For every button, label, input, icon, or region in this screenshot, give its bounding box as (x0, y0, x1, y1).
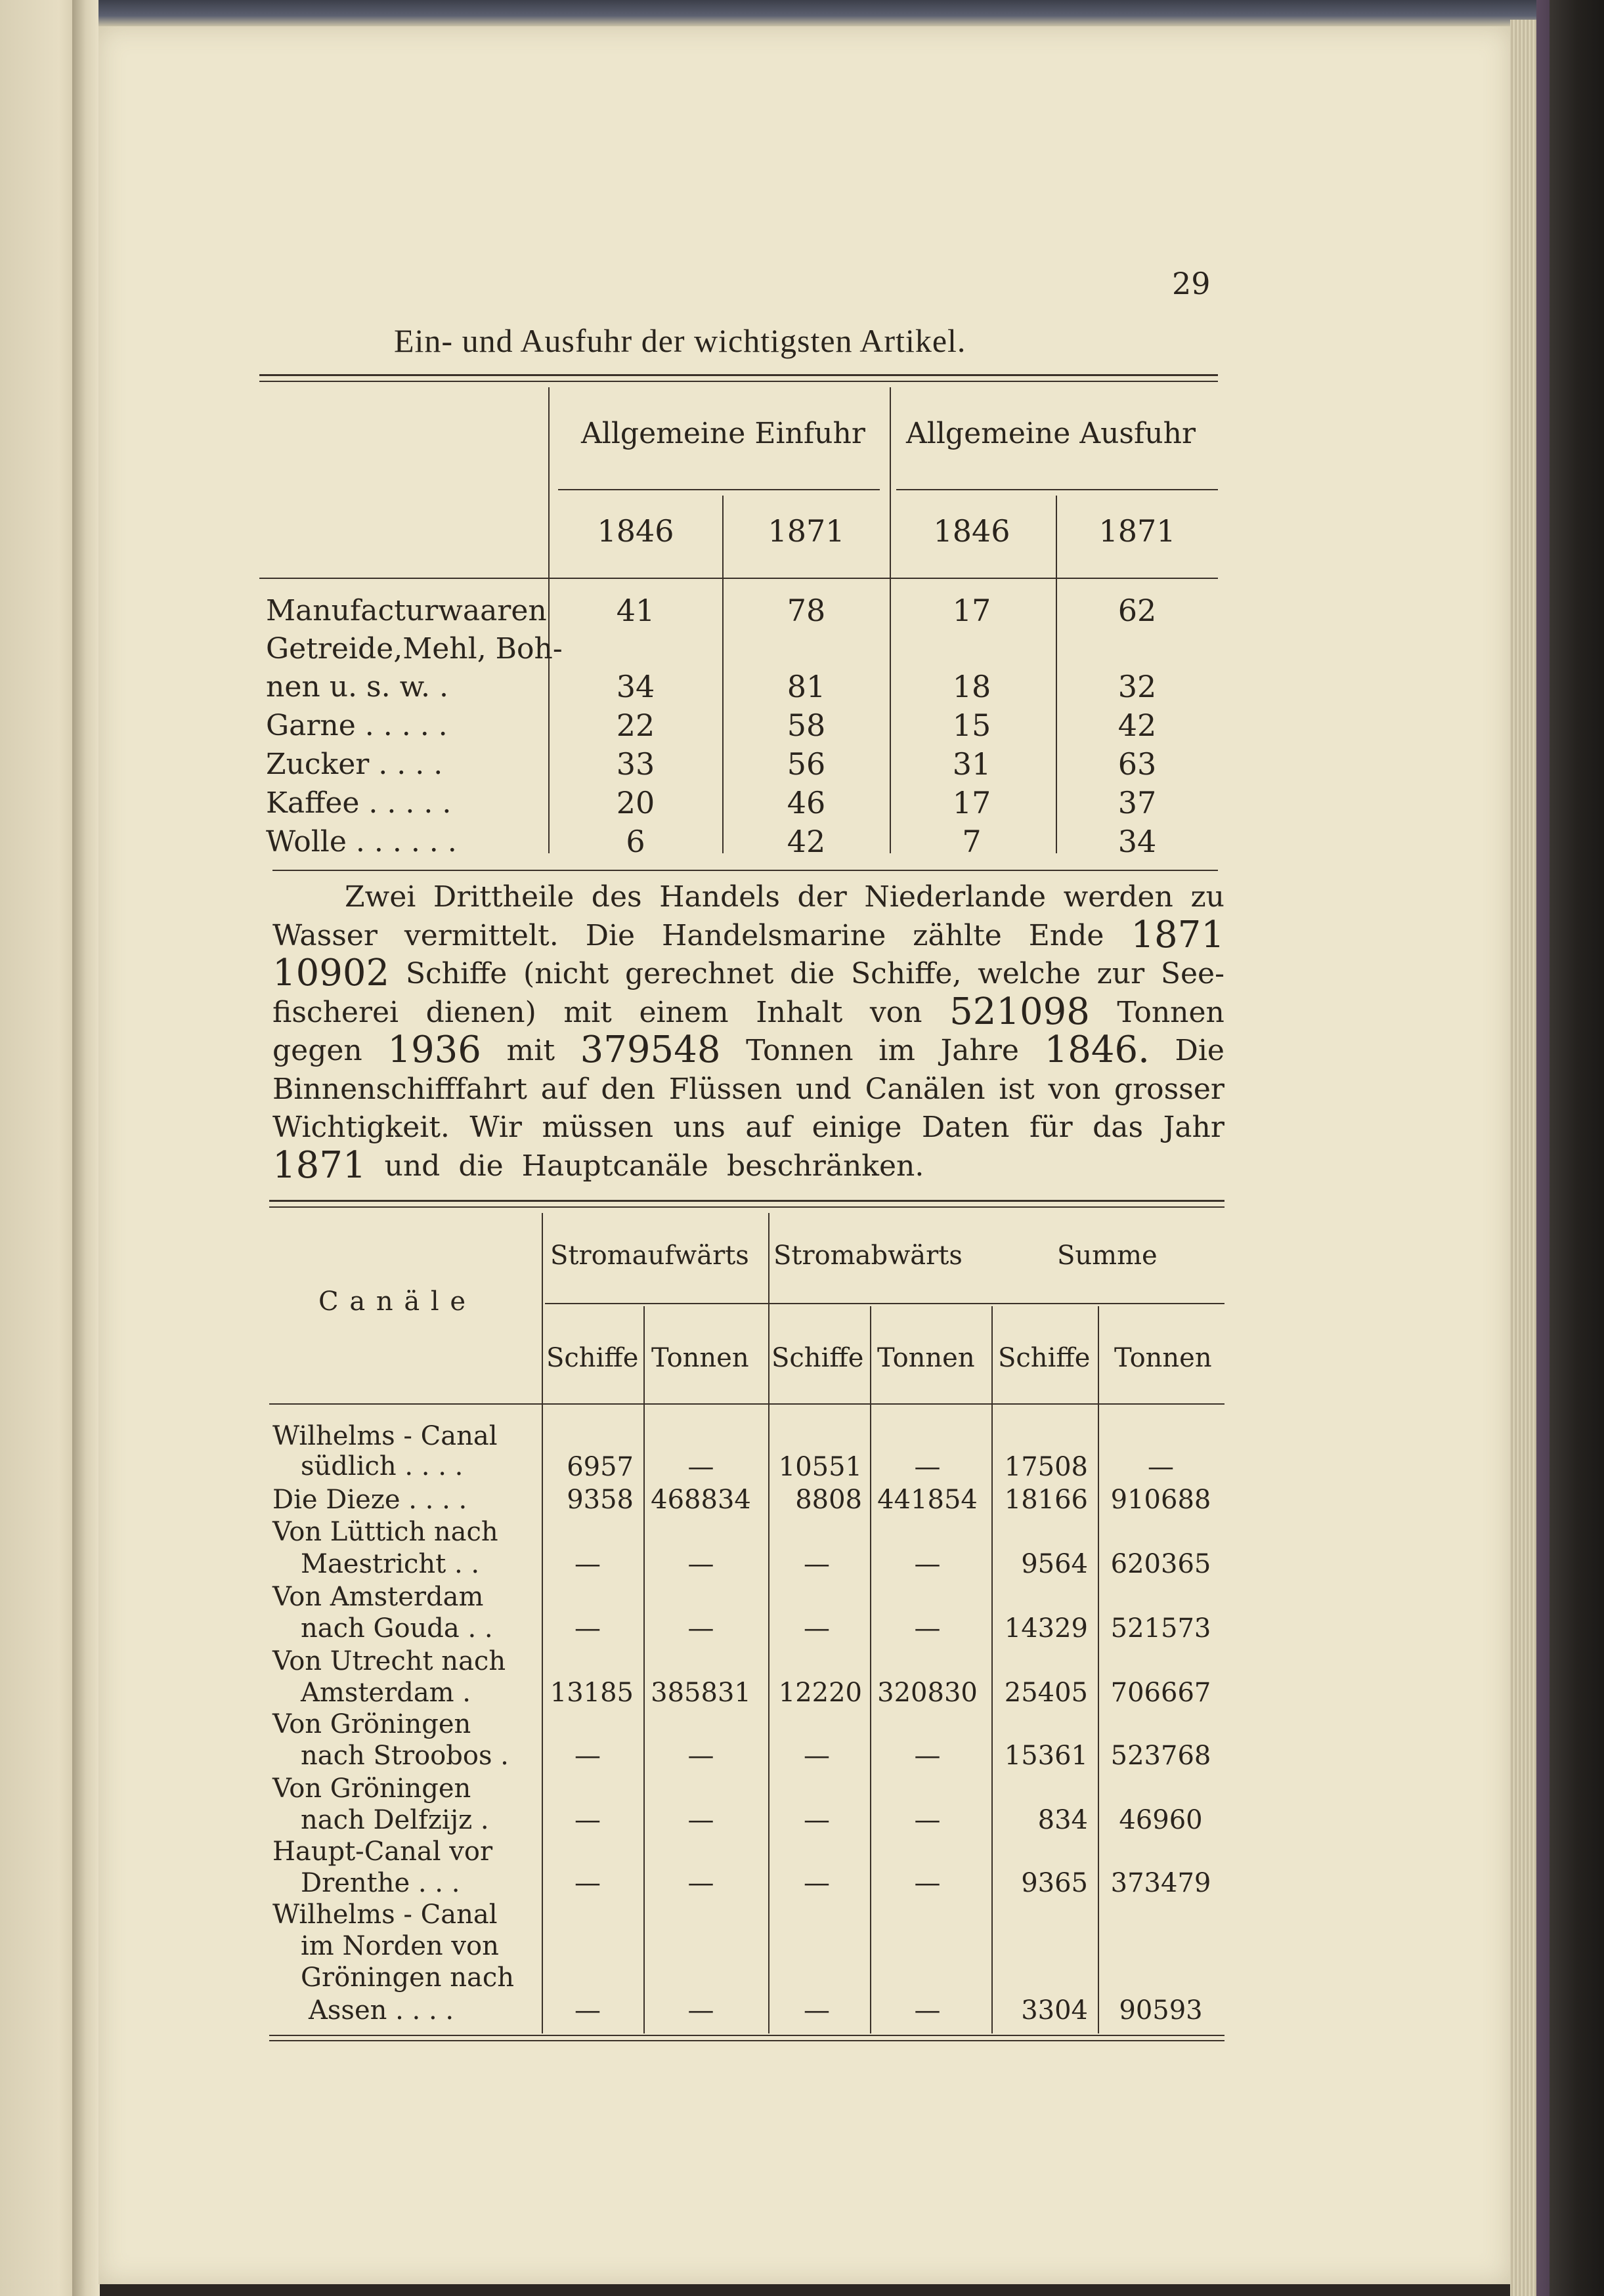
table2-cell: — (804, 1995, 830, 2026)
table2-sub-header: Schiffe (771, 1343, 864, 1373)
table1-group-rule (896, 489, 1218, 490)
table2-cell: — (687, 1995, 714, 2026)
table2-cell: 9564 (1021, 1549, 1088, 1579)
word: 1871 (1131, 913, 1225, 956)
table2-cell: — (687, 1868, 714, 1898)
table2-cell: 3304 (1021, 1995, 1088, 2026)
word: Wasser (272, 918, 378, 952)
table1-cell: 33 (616, 746, 655, 782)
table1-cell: 6 (626, 824, 645, 859)
table2-cell: — (574, 1613, 601, 1644)
table2-cell: 46960 (1119, 1805, 1203, 1835)
table1-cell: 56 (787, 746, 826, 782)
table2-cell: 9365 (1021, 1868, 1088, 1898)
table1-cell: 15 (952, 708, 991, 743)
table2-cell: — (687, 1549, 714, 1579)
table1-cell: 7 (962, 824, 982, 859)
word: im (878, 1034, 916, 1067)
table1-group-header: Allgemeine Ausfuhr (906, 417, 1196, 450)
word: See- (1160, 957, 1225, 990)
word: Flüssen (668, 1072, 783, 1106)
word: ist (999, 1072, 1035, 1106)
paragraph-line (272, 952, 1225, 994)
table2-sub-header: Schiffe (546, 1343, 639, 1373)
word: einige (812, 1111, 902, 1144)
table2-cell: — (914, 1741, 941, 1771)
table2-row-label: Von Gröningen (272, 1774, 471, 1804)
table2-row-label: Maestricht . . (301, 1549, 480, 1579)
word: Schiffe, (850, 957, 962, 990)
word: und (796, 1072, 852, 1106)
table2-group-rule (545, 1303, 1225, 1304)
word: müssen (542, 1111, 654, 1144)
table2-cell: 468834 (651, 1485, 751, 1515)
word: der (797, 880, 847, 914)
table1-year-header: 1871 (768, 513, 845, 549)
paragraph-line (272, 878, 1225, 917)
word: Inhalt (756, 995, 843, 1029)
paragraph-line (272, 1029, 1225, 1071)
paragraph-line (272, 1071, 1225, 1109)
word: Handelsmarine (662, 918, 886, 952)
word: von (1048, 1072, 1101, 1106)
table2-cell: — (914, 1805, 941, 1835)
table2-cell: 910688 (1110, 1485, 1211, 1515)
table1-cell: 22 (616, 708, 655, 743)
table1-divider (722, 496, 724, 853)
table2-row-label: Von Gröningen (272, 1709, 471, 1739)
word: Ende (1028, 918, 1104, 952)
table2-row-label: im Norden von (301, 1931, 499, 1961)
table2-cell: — (574, 1868, 601, 1898)
table2-cell: — (914, 1549, 941, 1579)
table2-divider (870, 1306, 871, 2033)
table1-cell: 31 (952, 746, 991, 782)
word: Binnenschifffahrt (272, 1072, 527, 1106)
table2-cell: 320830 (877, 1678, 978, 1708)
table2-cell: — (804, 1805, 830, 1835)
table2-row-label: Drenthe . . . (301, 1868, 460, 1898)
word: die (458, 1149, 504, 1183)
table2-cell: — (1148, 1452, 1174, 1482)
table2-row-label: Wilhelms - Canal (272, 1900, 498, 1930)
table2-cell: 12220 (778, 1678, 862, 1708)
word: welche (978, 957, 1081, 990)
word: zählte (913, 918, 1002, 952)
table2-cell: — (914, 1995, 941, 2026)
table1-year-header: 1846 (597, 513, 674, 549)
word: dienen) (425, 995, 536, 1029)
table1-cell: 34 (1117, 824, 1157, 859)
table1-cell: 78 (787, 593, 826, 628)
table2-cell: — (914, 1868, 941, 1898)
table1-cell: 58 (787, 708, 826, 743)
table2-divider (643, 1306, 645, 2033)
table1-year-header: 1846 (933, 513, 1010, 549)
table2-cell: — (804, 1868, 830, 1898)
word: gegen (272, 1034, 362, 1067)
table2-cell: 25405 (1004, 1678, 1088, 1708)
word: Jahre (940, 1034, 1019, 1067)
word: den (601, 1072, 655, 1106)
table2-group-header: Stromaufwärts (550, 1241, 749, 1271)
word: 379548 (580, 1029, 721, 1071)
table1-top-rule-inner (259, 381, 1218, 382)
table1-cell: 81 (787, 669, 826, 704)
table2-cell: 385831 (651, 1678, 751, 1708)
table1-cell: 63 (1117, 746, 1157, 782)
table1-cell: 62 (1117, 593, 1157, 628)
table2-row-label: Gröningen nach (301, 1963, 514, 1993)
table2-header-rule (269, 1403, 1225, 1405)
table2-cell: — (574, 1741, 601, 1771)
word: Die (1175, 1034, 1225, 1067)
table1-cell: 42 (1117, 708, 1157, 743)
table2-row-label: Die Dieze . . . . (272, 1485, 467, 1515)
body-paragraph (272, 878, 1225, 1185)
word: Handels (659, 880, 780, 914)
word: Zwei (345, 880, 416, 914)
table1-group-header: Allgemeine Einfuhr (581, 417, 865, 450)
table2-cell: 706667 (1110, 1678, 1211, 1708)
table1-cell: 41 (616, 593, 655, 628)
table2-cell: 17508 (1004, 1452, 1088, 1482)
table2-sub-header: Schiffe (998, 1343, 1091, 1373)
word: Wichtigkeit. (272, 1111, 450, 1144)
word: fischerei (272, 995, 399, 1029)
table1-divider (548, 387, 550, 853)
table2-row-label: Von Amsterdam (272, 1582, 484, 1612)
table1-row-label: Zucker . . . . (266, 748, 443, 781)
word: das (1093, 1111, 1144, 1144)
word: vermittelt. (404, 918, 559, 952)
table1-row-label: Wolle . . . . . . (266, 825, 457, 859)
table2-cell: 441854 (877, 1485, 978, 1515)
table1-cell: 32 (1117, 669, 1157, 704)
table2-cell: 8808 (795, 1485, 862, 1515)
table2-row-label: Von Utrecht nach (272, 1646, 506, 1676)
table2-row-label: Assen . . . . (309, 1995, 454, 2026)
table1-row-label: Getreide,Mehl, Boh- (266, 632, 563, 666)
word: beschränken. (726, 1149, 924, 1183)
table2-cell: — (574, 1805, 601, 1835)
word: Niederlande (864, 880, 1047, 914)
word: zur (1096, 957, 1145, 990)
word: (nicht (523, 957, 609, 990)
table1-row-label: Garne . . . . . (266, 709, 448, 742)
table2-cell: 620365 (1110, 1549, 1211, 1579)
word: 1871 (272, 1143, 366, 1187)
table2-group-header: Stromabwärts (773, 1241, 963, 1271)
word: 10902 (272, 952, 390, 994)
table1-cell: 46 (787, 785, 826, 820)
table1-group-rule (558, 489, 880, 490)
table2-sub-header: Tonnen (651, 1343, 749, 1373)
table2-row-label: Wilhelms - Canal (272, 1421, 498, 1451)
word: auf (745, 1111, 792, 1144)
table2-cell: 521573 (1110, 1613, 1211, 1644)
table2-sub-header: Tonnen (1114, 1343, 1212, 1373)
table1-row-label: Manufacturwaaren (266, 594, 547, 627)
table1-year-header: 1871 (1098, 513, 1176, 549)
paragraph-line (272, 990, 1225, 1033)
word: werden (1063, 880, 1173, 914)
word: zu (1190, 880, 1225, 914)
paragraph-line (272, 1109, 1225, 1147)
table1-row-label: nen u. s. w. . (266, 670, 448, 704)
table2-row-label: nach Delfzijz . (301, 1805, 489, 1835)
table2-cell: — (914, 1452, 941, 1482)
table2-cell: 6957 (567, 1452, 634, 1482)
table2-divider (991, 1306, 993, 2033)
word: und (384, 1149, 441, 1183)
table2-cell: — (687, 1613, 714, 1644)
word: mit (506, 1034, 555, 1067)
word: gerechnet (624, 957, 774, 990)
page-number: 29 (1172, 266, 1211, 301)
table2-row-label: Amsterdam . (301, 1678, 471, 1708)
word: von (869, 995, 922, 1029)
table2-cell: — (804, 1549, 830, 1579)
word: für (1029, 1111, 1073, 1144)
table2-cell: — (687, 1805, 714, 1835)
table1-header-rule (259, 578, 1218, 579)
word: die (789, 957, 835, 990)
table1-cell: 42 (787, 824, 826, 859)
table2-cell: — (687, 1452, 714, 1482)
table2-row-label: Haupt-Canal vor (272, 1837, 493, 1867)
table2-cell: 9358 (567, 1485, 634, 1515)
table2-bottom-rule (269, 2035, 1225, 2036)
table2-cell: — (574, 1549, 601, 1579)
table2-cell: 15361 (1004, 1741, 1088, 1771)
table2-divider (1098, 1306, 1099, 2033)
word: uns (673, 1111, 726, 1144)
table2-cell: — (804, 1613, 830, 1644)
table2-row-label: nach Stroobos . (301, 1741, 509, 1771)
word: Tonnen (1117, 995, 1225, 1029)
word: grosser (1114, 1072, 1225, 1106)
table1-cell: 20 (616, 785, 655, 820)
table1-cell: 17 (952, 593, 991, 628)
table2-sub-header: Tonnen (877, 1343, 975, 1373)
table1-cell: 17 (952, 785, 991, 820)
table2-cell: — (914, 1613, 941, 1644)
word: Wir (469, 1111, 522, 1144)
table2-cell: 18166 (1004, 1485, 1088, 1515)
word: Schiffe (405, 957, 508, 990)
table2-row-label: südlich . . . . (301, 1451, 464, 1481)
word: Die (585, 918, 636, 952)
table2-cell: 13185 (550, 1678, 634, 1708)
word: mit (563, 995, 612, 1029)
word: Drittheile (433, 880, 574, 914)
table2-top-rule-inner (269, 1206, 1225, 1208)
word: Daten (921, 1111, 1010, 1144)
table1-cell: 34 (616, 669, 655, 704)
table2-cell: 373479 (1110, 1868, 1211, 1898)
word: 1846. (1044, 1029, 1150, 1071)
word: Canälen (865, 1072, 986, 1106)
table2-cell: — (804, 1741, 830, 1771)
table2-group-header: Summe (1057, 1241, 1158, 1271)
table2-cell: — (687, 1741, 714, 1771)
table2-cell: — (574, 1995, 601, 2026)
word: des (591, 880, 642, 914)
word: Hauptcanäle (521, 1149, 708, 1183)
table2-cell: 10551 (778, 1452, 862, 1482)
table1-title: Ein- und Ausfuhr der wichtigsten Artikel. (394, 322, 966, 359)
table1-divider (890, 387, 891, 853)
table2-row-header: C a n ä l e (318, 1286, 467, 1317)
table2-cell: 14329 (1004, 1613, 1088, 1644)
table1-divider (1056, 496, 1057, 853)
table2-row-label: nach Gouda . . (301, 1613, 493, 1644)
table2-bottom-rule-inner (269, 2040, 1225, 2041)
word: 1936 (387, 1029, 481, 1071)
table1-top-rule (259, 374, 1218, 376)
paragraph-line (272, 1143, 1225, 1187)
table2-cell: 523768 (1110, 1741, 1211, 1771)
table2-divider (768, 1213, 769, 2033)
word: 521098 (949, 990, 1090, 1033)
word: einem (639, 995, 729, 1029)
table2-top-rule (269, 1200, 1225, 1202)
table2-cell: 90593 (1119, 1995, 1203, 2026)
table2-cell: 834 (1037, 1805, 1088, 1835)
word: Tonnen (746, 1034, 854, 1067)
word: Jahr (1163, 1111, 1225, 1144)
paragraph-line (272, 913, 1225, 956)
table1-cell: 18 (952, 669, 991, 704)
table1-bottom-rule (272, 870, 1218, 871)
table1-row-label: Kaffee . . . . . (266, 786, 452, 820)
table1-cell: 37 (1117, 785, 1157, 820)
table2-row-label: Von Lüttich nach (272, 1517, 498, 1547)
word: auf (540, 1072, 588, 1106)
